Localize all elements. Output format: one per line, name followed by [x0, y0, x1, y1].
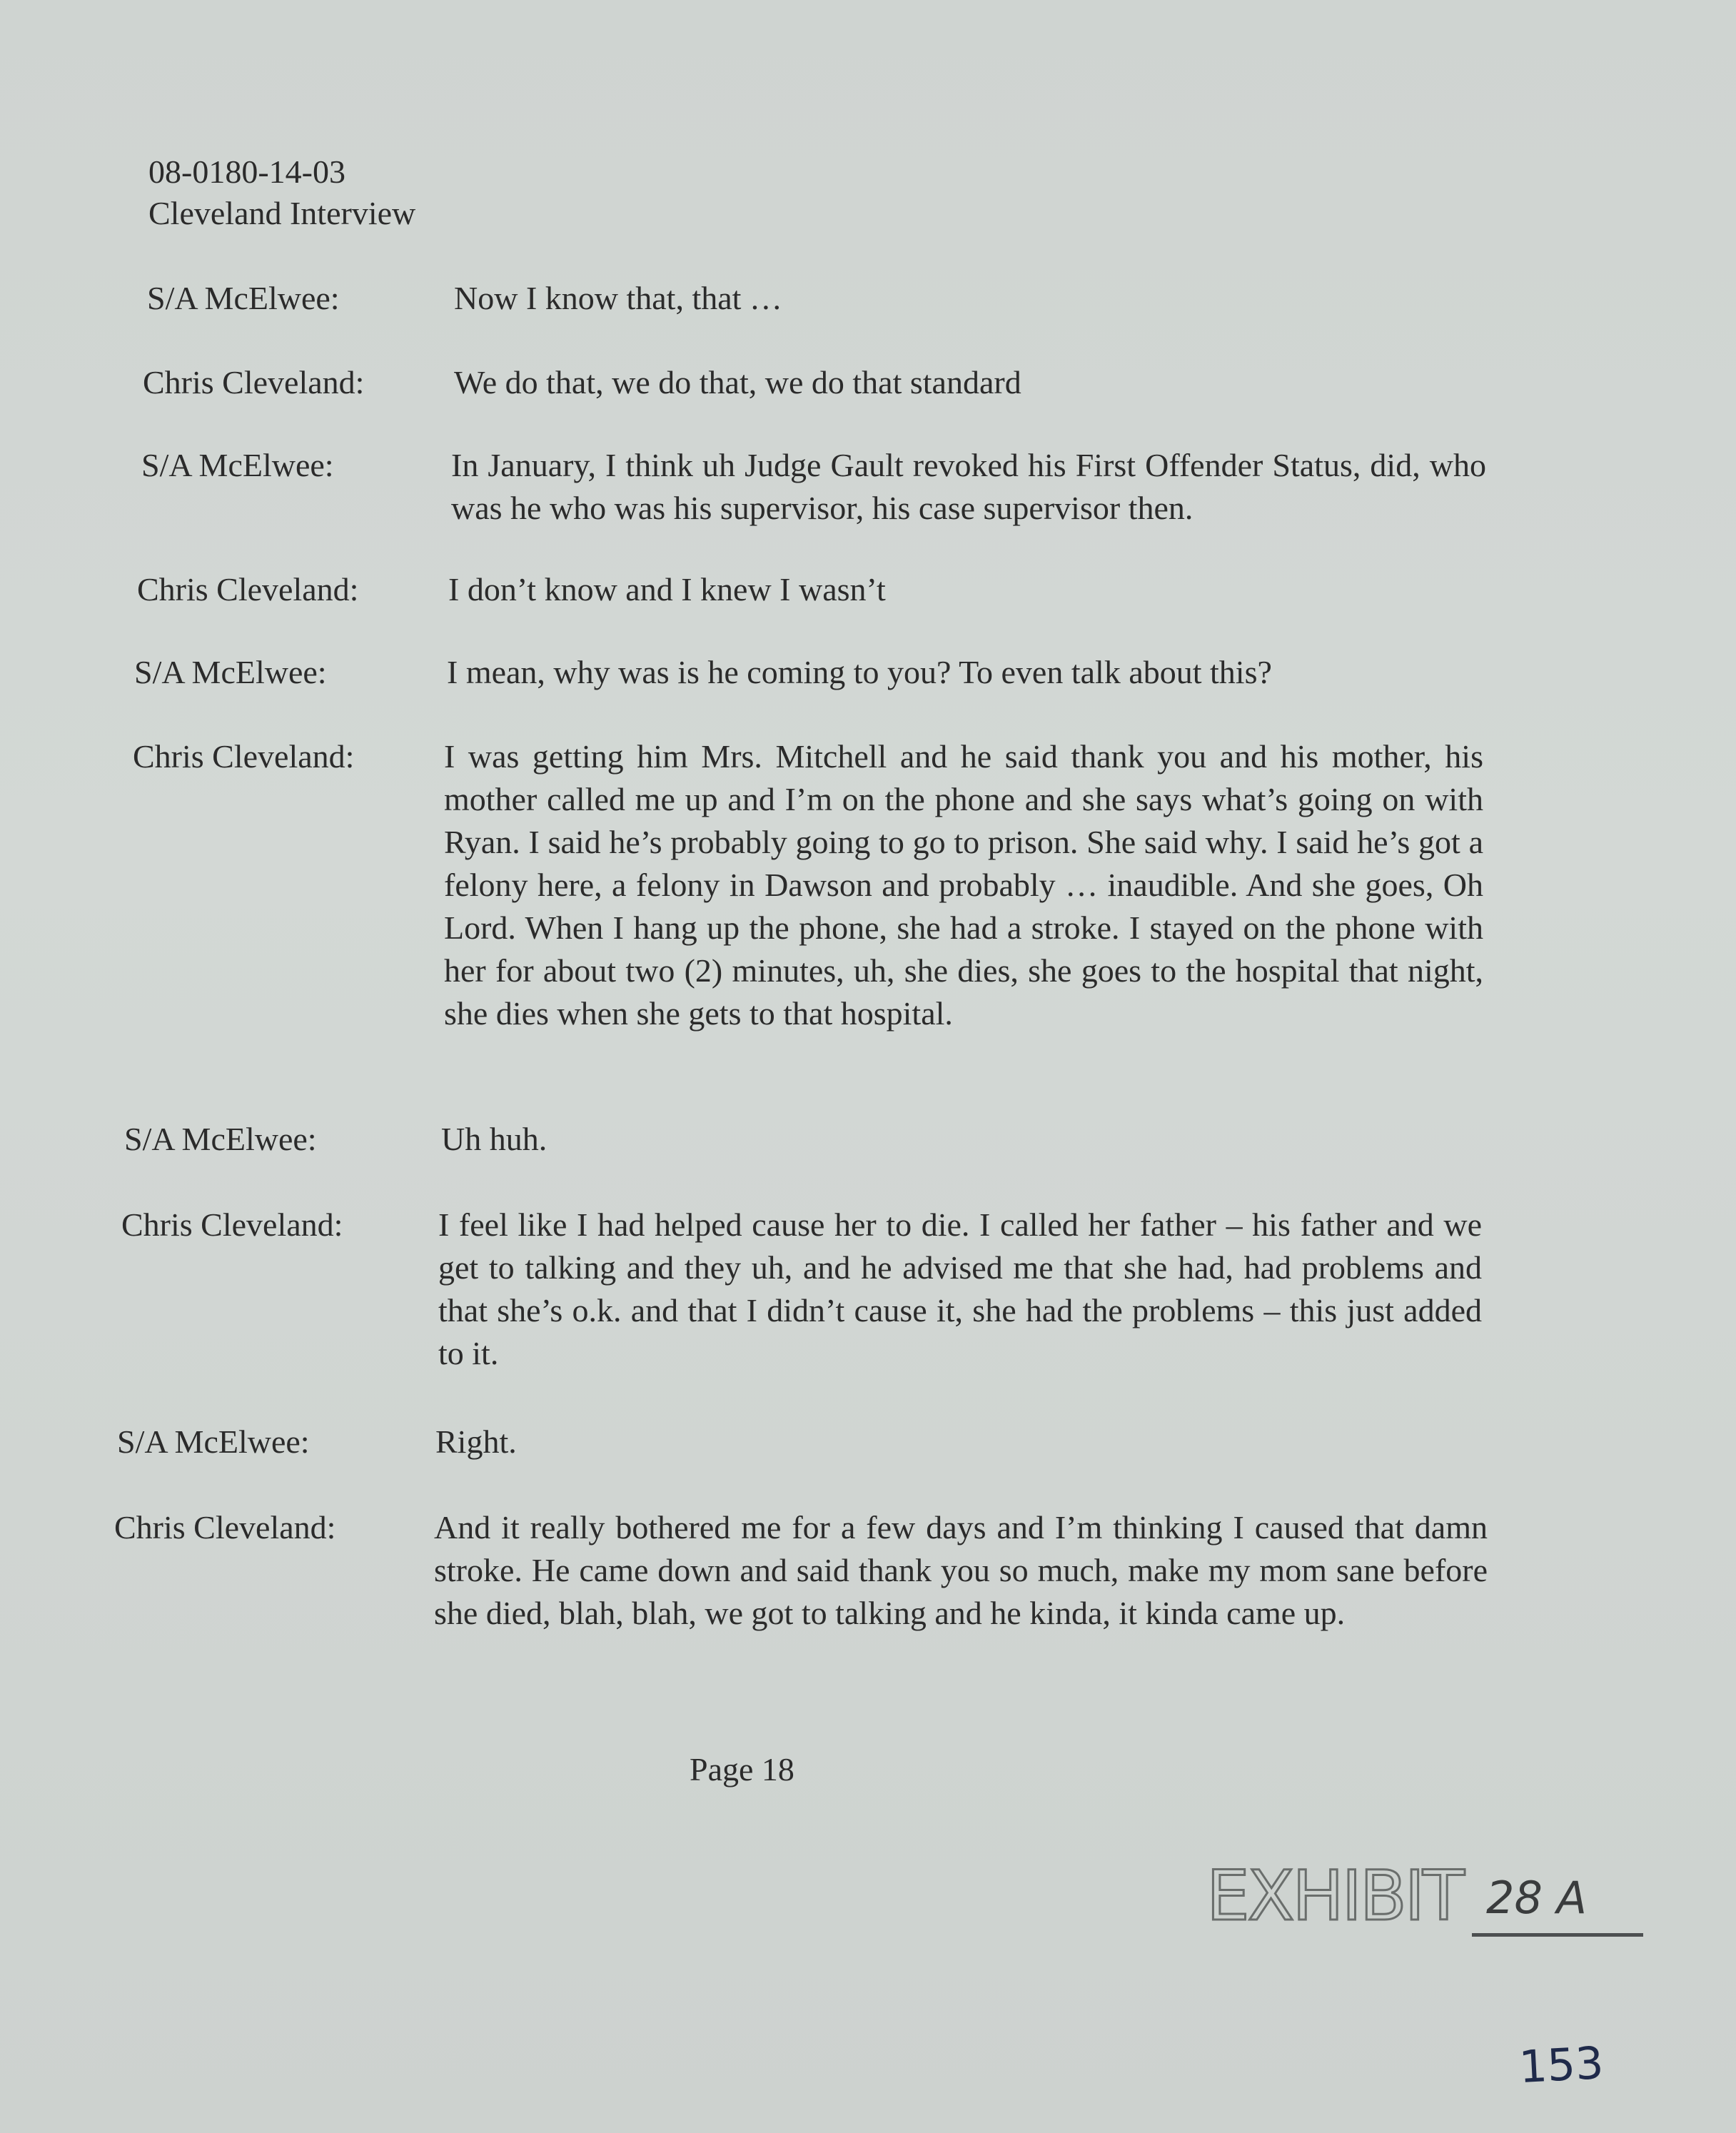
document-header	[148, 151, 415, 234]
speaker-label: Chris Cleveland:	[133, 738, 355, 775]
speaker-label: S/A McElwee:	[147, 280, 340, 316]
speech-text: Uh huh.	[441, 1121, 547, 1157]
speaker-label: Chris Cleveland:	[143, 364, 365, 400]
speech-text: I don’t know and I knew I wasn’t	[448, 571, 886, 607]
speech-text: We do that, we do that, we do that standard	[454, 364, 1021, 400]
exhibit-number: 28 A	[1486, 1872, 1588, 1924]
speaker-label: S/A McElwee:	[134, 654, 327, 690]
handwritten-page-number: 153	[1518, 2036, 1605, 2094]
speaker-label: Chris Cleveland:	[137, 571, 359, 607]
speech-text: And it really bothered me for a few days and I’m thinking I caused that damn stroke. He came down and said thank you so much, make my mom sane before she died, blah, blah, we got to talking and he kinda, it kinda came up.	[434, 1509, 1488, 1631]
speech-text: I feel like I had helped cause her to die. I called her father – his father and we get to talking and they uh, and he advised me that she had, had problems and that she’s o.k. and that I didn’t cause it, she had the problems – this just added to it.	[438, 1206, 1482, 1371]
speaker-label: S/A McElwee:	[141, 447, 334, 483]
case-number: 08-0180-14-03	[148, 153, 345, 190]
speaker-label: S/A McElwee:	[117, 1423, 310, 1460]
exhibit-stamp-label: EXHIBIT	[1206, 1856, 1463, 1936]
speaker-label: Chris Cleveland:	[121, 1206, 343, 1243]
exhibit-underline	[1472, 1933, 1643, 1937]
speech-text: Now I know that, that …	[454, 280, 782, 316]
document-title: Cleveland Interview	[148, 195, 416, 231]
page-number: Page 18	[690, 1751, 794, 1787]
speech-text: Right.	[435, 1423, 517, 1460]
speech-text: I was getting him Mrs. Mitchell and he said thank you and his mother, his mother called me up and I’m on the phone and she says what’s going on with Ryan. I said he’s probably going to go to prison. She said why. I said he’s got a felony here, a felony in Dawson and probably … inaudible. And she goes, Oh Lord. When I hang up the phone, she had a stroke. I stayed on the phone with her for about two (2) minutes, uh, she dies, she goes to the hospital that night, she dies when she gets to that hospital.	[444, 738, 1483, 1032]
speaker-label: S/A McElwee:	[124, 1121, 317, 1157]
exhibit-stamp	[1206, 1856, 1663, 1942]
speech-text: I mean, why was is he coming to you? To even talk about this?	[447, 654, 1272, 690]
speech-text: In January, I think uh Judge Gault revoked his First Offender Status, did, who was he who was his supervisor, his case supervisor then.	[451, 447, 1486, 526]
speaker-label: Chris Cleveland:	[114, 1509, 336, 1545]
